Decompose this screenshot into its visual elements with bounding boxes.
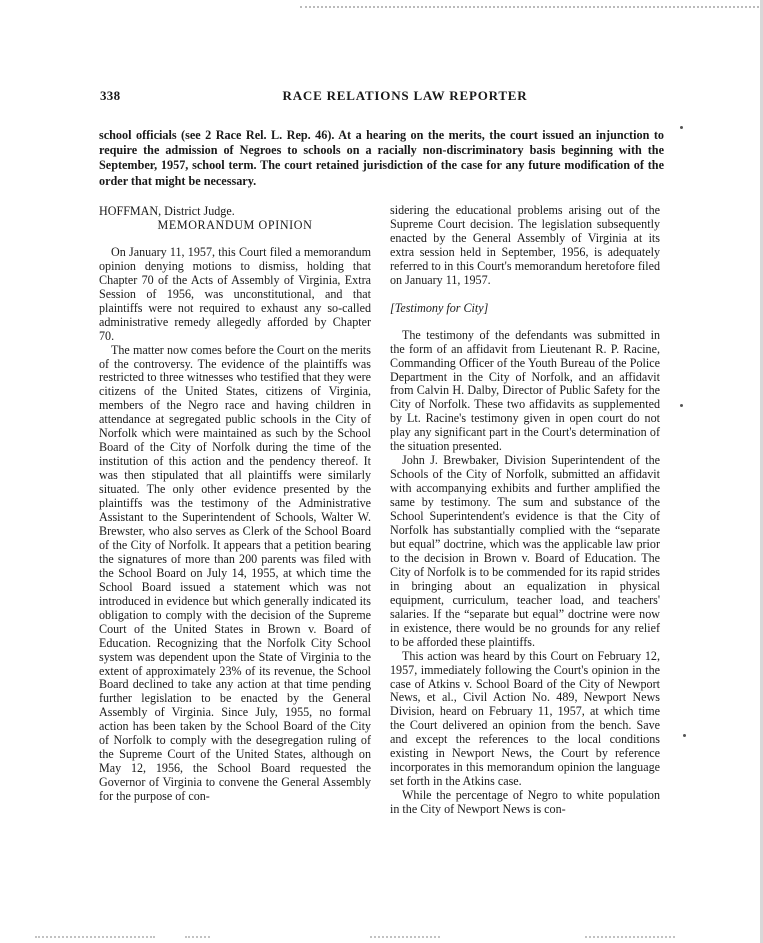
scan-speck — [680, 126, 683, 129]
scan-artifact-top — [300, 6, 763, 8]
headnote: school officials (see 2 Race Rel. L. Rep. 46). At a hearing on the merits, the court issued an injunction to require the admission of Negroes to schools on a racially non-discriminatory basis beginning with the September, 1957, school term. The court retained jurisdiction of the case for any future modification of the order that might be necessary. — [99, 128, 664, 188]
paragraph-continuation: sidering the educational problems arising out of the Supreme Court decision. The legislation subsequently enacted by the General Assembly of Virginia at its extra session held in September, 1956, is adequately referred to in this Court's memorandum heretofore filed on January 11, 1957. — [390, 203, 660, 287]
paragraph: This action was heard by this Court on February 12, 1957, immediately following the Court's opinion in the case of Atkins v. School Board of the City of Newport News, et al., Civil Action No. 489, Newport News Division, heard on February 11, 1957, at which time the Court delivered an opinion from the bench. Save and except the references to the local conditions existing in Newport News, the Court by reference incorporates in this memorandum opinion the language set forth in the Atkins case. — [390, 648, 660, 789]
opinion-heading: MEMORANDUM OPINION — [157, 217, 313, 232]
scan-speck — [683, 734, 686, 737]
paragraph: The testimony of the defendants was submitted in the form of an affidavit from Lieutenant R. P. Racine, Commanding Officer of the Youth Bureau of the Police Department in the City of Norfolk, and an affidavit from Calvin H. Dalby, Director of Public Safety for the City of Norfolk. These two affidavits as supplemented by Lt. Racine's testimony given in open court do not play any significant part in the Court's determination of the situation presented. — [390, 327, 660, 454]
left-column — [99, 205, 371, 804]
paragraph: While the percentage of Negro to white population in the City of Newport News is con- — [390, 788, 660, 817]
paragraph: The matter now comes before the Court on the merits of the controversy. The evidence of the plaintiffs was restricted to three witnesses who testified that they were citizens of the United States, citizens of Virginia, members of the Negro race and having children in attendance at segregated public schools in the City of Norfolk which were maintained as such by the School Board of the City of Norfolk during the time of the institution of this action and the pendency thereof. It was then stipulated that all plaintiffs were similarly situated. The only other evidence presented by the plaintiffs was the testimony of the Administrative Assistant to the Superintendent of Schools, Walter W. Brewster, who also serves as Clerk of the School Board of the City of Norfolk. It appears that a petition bearing the signatures of more than 200 parents was filed with the School Board on July 14, 1955, at which time the School Board issued a statement which was not introduced in evidence but which generally indicated its obligation to comply with the decision of the Supreme Court of the United States in Brown v. Board of Education. Recognizing that the Norfolk City School system was dependent upon the State of Virginia to the extent of approximately 23% of its revenue, the School Board declined to take any action at that time pending further legislation to be enacted by the General Assembly of Virginia. Since July, 1955, no formal action has been taken by the School Board of the City of Norfolk to comply with the desegregation ruling of the Supreme Court of the United States, although on May 12, 1956, the School Board requested the Governor of Virginia to convene the General Assembly for the purpose of con- — [99, 342, 371, 804]
scan-artifact-bottom — [35, 936, 155, 938]
scan-artifact-bottom — [370, 936, 440, 938]
paragraph: John J. Brewbaker, Division Superintendent of the Schools of the City of Norfolk, submitted an affidavit with accompanying exhibits and further amplified the same by testimony. The sum and substance of the School Superintendent's evidence is that the City of Norfolk has substantially complied with the “separate but equal” doctrine, which was the applicable law prior to the decision in Brown v. Board of Education. The City of Norfolk is to be commended for its rapid strides in bringing about an equalization in physical equipment, curriculum, teacher load, and teachers' salaries. If the “separate but equal” doctrine were now in existence, there would be no grounds for any relief to be afforded these plaintiffs. — [390, 453, 660, 649]
scan-artifact-bottom — [185, 936, 210, 938]
judge-name: HOFFMAN, District Judge. — [99, 204, 235, 218]
right-column — [390, 204, 660, 817]
page-number: 338 — [100, 88, 121, 103]
running-head: RACE RELATIONS LAW REPORTER — [282, 88, 528, 103]
section-heading: [Testimony for City] — [390, 300, 489, 315]
scan-speck — [680, 404, 683, 407]
scan-artifact-bottom — [585, 936, 675, 938]
paragraph: On January 11, 1957, this Court filed a memorandum opinion denying motions to dismiss, holding that Chapter 70 of the Acts of Assembly of Virginia, Extra Session of 1956, was unconstitutional, and that plaintiffs were not required to exhaust any so-called administrative remedy allegedly afforded by Chapter 70. — [99, 244, 371, 343]
